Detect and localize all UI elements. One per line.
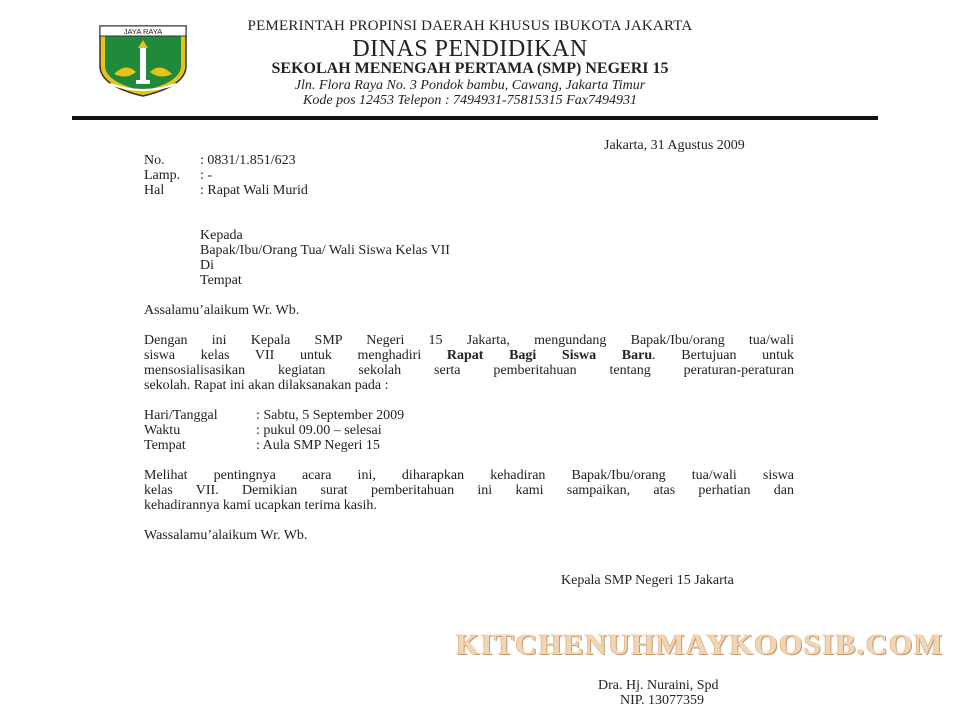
invitation-paragraph — [144, 333, 794, 393]
schedule-value-date: : Sabtu, 5 September 2009 — [256, 408, 405, 423]
paragraph-text: . Bertujuan untuk — [652, 348, 794, 363]
meta-label-subject: Hal — [144, 183, 165, 198]
closing-paragraph — [144, 468, 794, 513]
paragraph-line: sekolah. Rapat ini akan dilaksanakan pada : — [144, 378, 389, 393]
paragraph-line: Melihat pentingnya acara ini, diharapkan kehadiran Bapak/Ibu/orang tua/wali siswa — [144, 468, 794, 483]
meeting-title: Rapat Bagi Siswa Baru — [446, 348, 653, 363]
letterhead-address: Jln. Flora Raya No. 3 Pondok bambu, Cawang, Jakarta Timur — [294, 78, 646, 93]
schedule-label-place: Tempat — [144, 438, 186, 453]
letterhead-department: DINAS PENDIDIKAN — [352, 36, 588, 62]
paragraph-line: kehadirannya kami ucapkan terima kasih. — [144, 498, 377, 513]
jakarta-emblem-logo — [96, 22, 190, 98]
meta-value-subject: : Rapat Wali Murid — [200, 183, 308, 198]
address-line: Di — [200, 258, 214, 273]
schedule-label-time: Waktu — [144, 423, 181, 438]
paragraph-line — [144, 348, 794, 363]
address-line: Tempat — [200, 273, 242, 288]
address-line: Bapak/Ibu/Orang Tua/ Wali Siswa Kelas VII — [200, 243, 450, 258]
paragraph-line: kelas VII. Demikian surat pemberitahuan ini kami sampaikan, atas perhatian dan — [144, 483, 794, 498]
schedule-value-place: : Aula SMP Negeri 15 — [256, 438, 380, 453]
schedule-value-time: : pukul 09.00 – selesai — [256, 423, 382, 438]
letter-date: Jakarta, 31 Agustus 2009 — [604, 138, 745, 153]
letterhead-divider — [72, 116, 878, 120]
meta-label-attachment: Lamp. — [144, 168, 181, 183]
paragraph-line: Dengan ini Kepala SMP Negeri 15 Jakarta, mengundang Bapak/Ibu/orang tua/wali — [144, 333, 794, 348]
meta-value-attachment: : - — [200, 168, 213, 183]
meta-label-number: No. — [144, 153, 165, 168]
letterhead-contact: Kode pos 12453 Telepon : 7494931-75815315 Fax7494931 — [303, 93, 637, 108]
paragraph-line: mensosialisasikan kegiatan sekolah serta pemberitahuan tentang peraturan-peraturan — [144, 363, 794, 378]
meta-value-number: : 0831/1.851/623 — [200, 153, 296, 168]
letterhead-government: PEMERINTAH PROPINSI DAERAH KHUSUS IBUKOTA JAKARTA — [247, 18, 693, 34]
signature-title: Kepala SMP Negeri 15 Jakarta — [561, 573, 734, 588]
letterhead-school: SEKOLAH MENENGAH PERTAMA (SMP) NEGERI 15 — [271, 60, 669, 77]
address-line: Kepada — [200, 228, 243, 243]
watermark-text: KITCHENUHMAYKOOSIB.COM — [456, 628, 944, 661]
signature-name: Dra. Hj. Nuraini, Spd — [598, 678, 719, 693]
svg-text:JAYA RAYA: JAYA RAYA — [123, 27, 163, 36]
closing-greeting: Wassalamu’alaikum Wr. Wb. — [144, 528, 308, 543]
schedule-label-date: Hari/Tanggal — [144, 408, 218, 423]
opening-greeting: Assalamu’alaikum Wr. Wb. — [144, 303, 300, 318]
paragraph-text: siswa kelas VII untuk menghadiri — [144, 348, 447, 363]
signature-nip: NIP. 13077359 — [620, 693, 705, 708]
